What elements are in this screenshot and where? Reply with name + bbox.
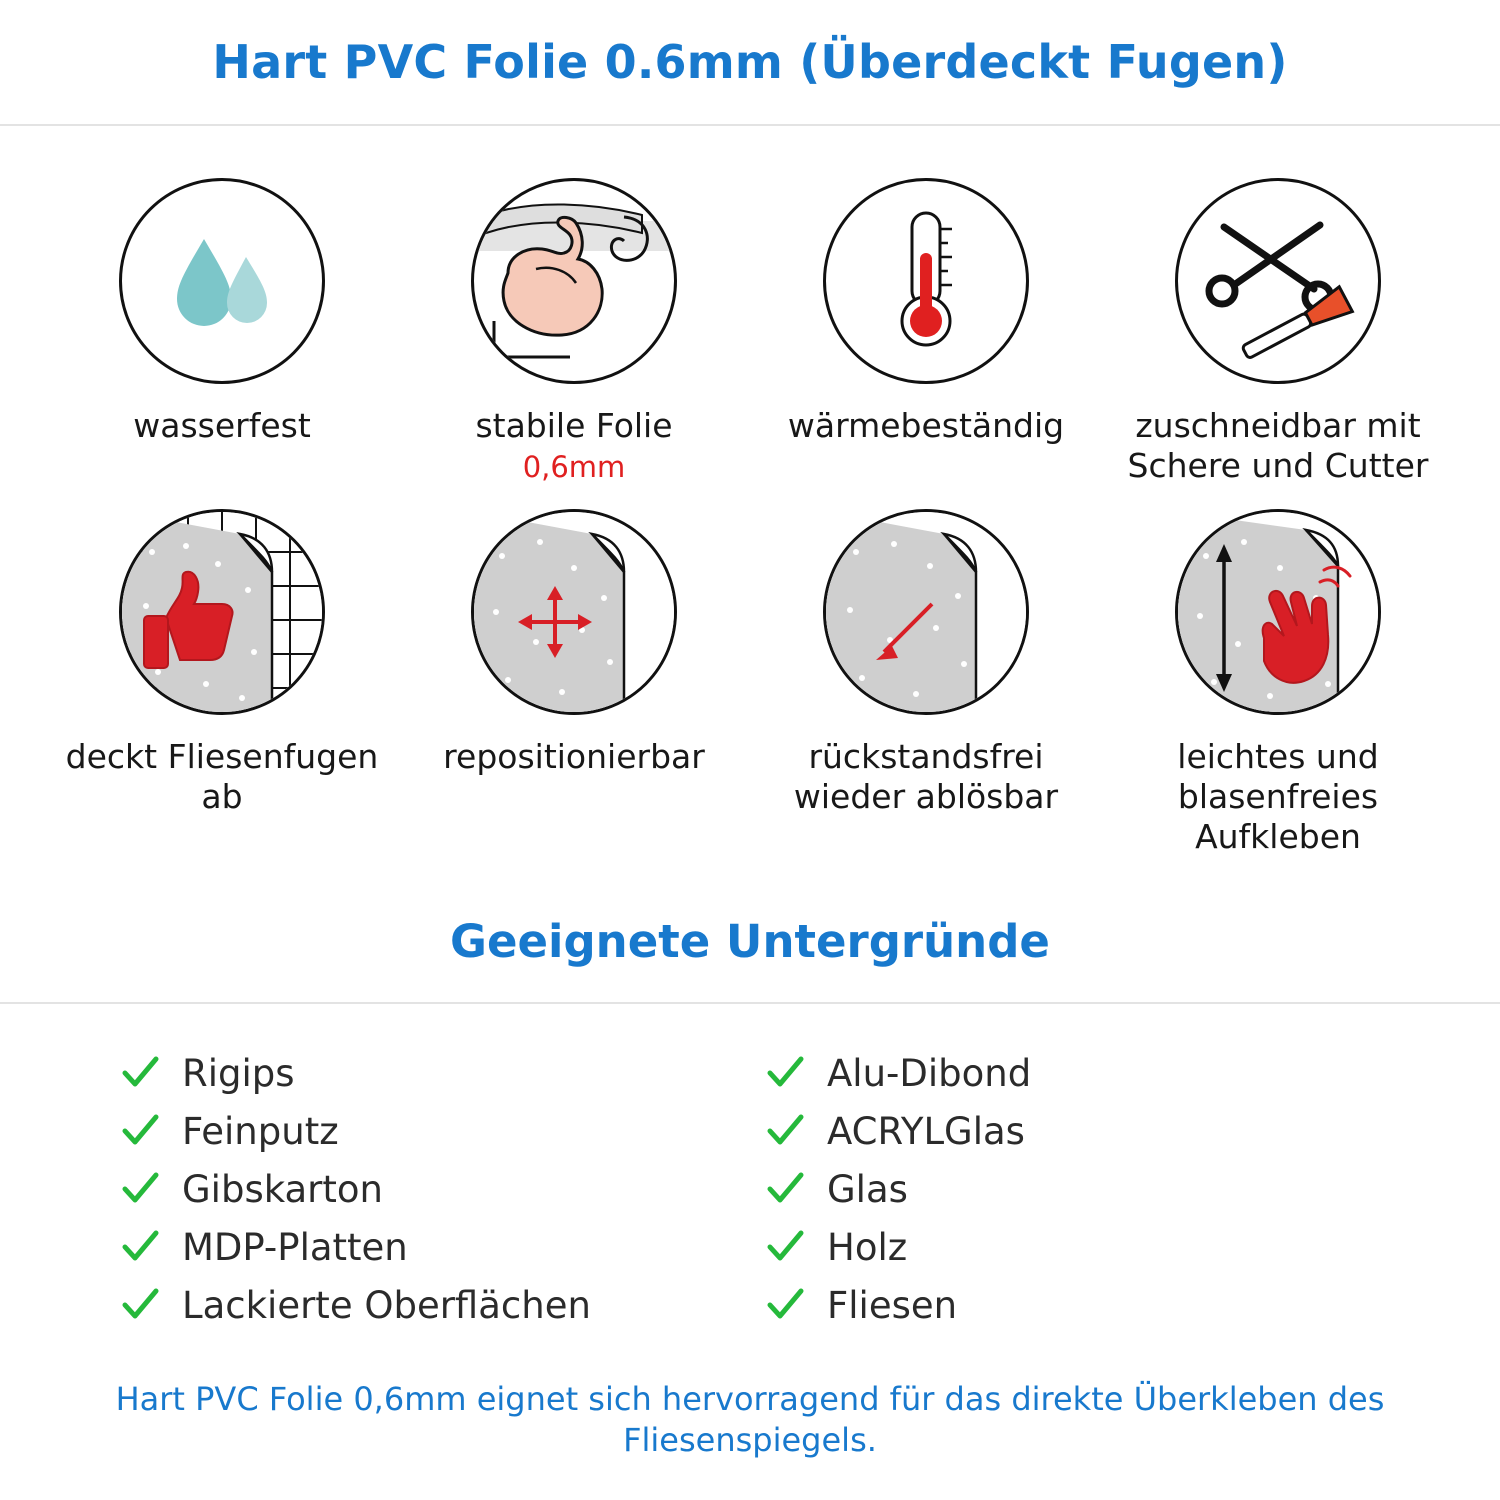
check-icon bbox=[120, 1111, 160, 1151]
list-item-label: Feinputz bbox=[182, 1109, 339, 1153]
list-item-label: ACRYLGlas bbox=[827, 1109, 1025, 1153]
substrate-list-right bbox=[765, 1044, 1380, 1334]
feature-label: stabile Folie bbox=[475, 406, 673, 445]
thermometer-icon bbox=[823, 178, 1029, 384]
footer-note: Hart PVC Folie 0,6mm eignet sich hervorragend für das direkte Überkleben des Fliesenspiegels. bbox=[115, 1379, 1385, 1460]
flexed-arm-icon bbox=[471, 178, 677, 384]
feature-label: deckt Fliesenfugen ab bbox=[65, 736, 379, 816]
list-item-label: Gibskarton bbox=[182, 1167, 383, 1211]
substrate-lists bbox=[0, 1004, 1500, 1334]
feature-label: wasserfest bbox=[133, 406, 311, 445]
list-item bbox=[120, 1044, 735, 1102]
check-icon bbox=[120, 1285, 160, 1325]
page-title: Hart PVC Folie 0.6mm (Überdeckt Fugen) bbox=[212, 35, 1288, 89]
water-drops-icon bbox=[119, 178, 325, 384]
feature-item bbox=[398, 509, 750, 858]
feature-sublabel: 0,6mm bbox=[522, 450, 626, 485]
reposition-arrows-icon bbox=[471, 509, 677, 715]
thumbs-up-tiles-icon bbox=[119, 509, 325, 715]
check-icon bbox=[120, 1053, 160, 1093]
list-item bbox=[120, 1276, 735, 1334]
feature-item bbox=[750, 178, 1102, 487]
list-item bbox=[765, 1044, 1380, 1102]
list-item-label: Lackierte Oberflächen bbox=[182, 1283, 591, 1327]
substrates-section-header bbox=[0, 915, 1500, 1004]
list-item-label: Holz bbox=[827, 1225, 908, 1269]
list-item bbox=[120, 1218, 735, 1276]
page-header bbox=[0, 0, 1500, 126]
smoothing-hand-icon bbox=[1175, 509, 1381, 715]
list-item-label: Rigips bbox=[182, 1051, 295, 1095]
list-item-label: Fliesen bbox=[827, 1283, 958, 1327]
check-icon bbox=[120, 1227, 160, 1267]
check-icon bbox=[765, 1285, 805, 1325]
scissors-cutter-icon bbox=[1175, 178, 1381, 384]
list-item bbox=[120, 1160, 735, 1218]
feature-label: rückstandsfrei wieder ablösbar bbox=[793, 736, 1059, 816]
feature-item bbox=[398, 178, 750, 487]
list-item-label: Alu-Dibond bbox=[827, 1051, 1032, 1095]
list-item bbox=[765, 1160, 1380, 1218]
list-item-label: MDP-Platten bbox=[182, 1225, 408, 1269]
check-icon bbox=[120, 1169, 160, 1209]
feature-item bbox=[1102, 178, 1454, 487]
feature-item bbox=[46, 509, 398, 858]
feature-item bbox=[46, 178, 398, 487]
feature-label: repositionierbar bbox=[443, 736, 705, 776]
list-item-label: Glas bbox=[827, 1167, 908, 1211]
list-item bbox=[765, 1218, 1380, 1276]
check-icon bbox=[765, 1053, 805, 1093]
check-icon bbox=[765, 1169, 805, 1209]
list-item bbox=[765, 1276, 1380, 1334]
feature-item bbox=[1102, 509, 1454, 858]
list-item bbox=[765, 1102, 1380, 1160]
substrate-list-left bbox=[120, 1044, 735, 1334]
check-icon bbox=[765, 1111, 805, 1151]
feature-grid bbox=[0, 126, 1500, 857]
feature-label: wärmebeständig bbox=[787, 406, 1065, 445]
list-item bbox=[120, 1102, 735, 1160]
section-title: Geeignete Untergründe bbox=[450, 915, 1050, 969]
feature-label: leichtes und blasenfreies Aufkleben bbox=[1177, 736, 1379, 856]
check-icon bbox=[765, 1227, 805, 1267]
peel-off-arrow-icon bbox=[823, 509, 1029, 715]
feature-label: zuschneidbar mit Schere und Cutter bbox=[1127, 406, 1429, 486]
feature-item bbox=[750, 509, 1102, 858]
